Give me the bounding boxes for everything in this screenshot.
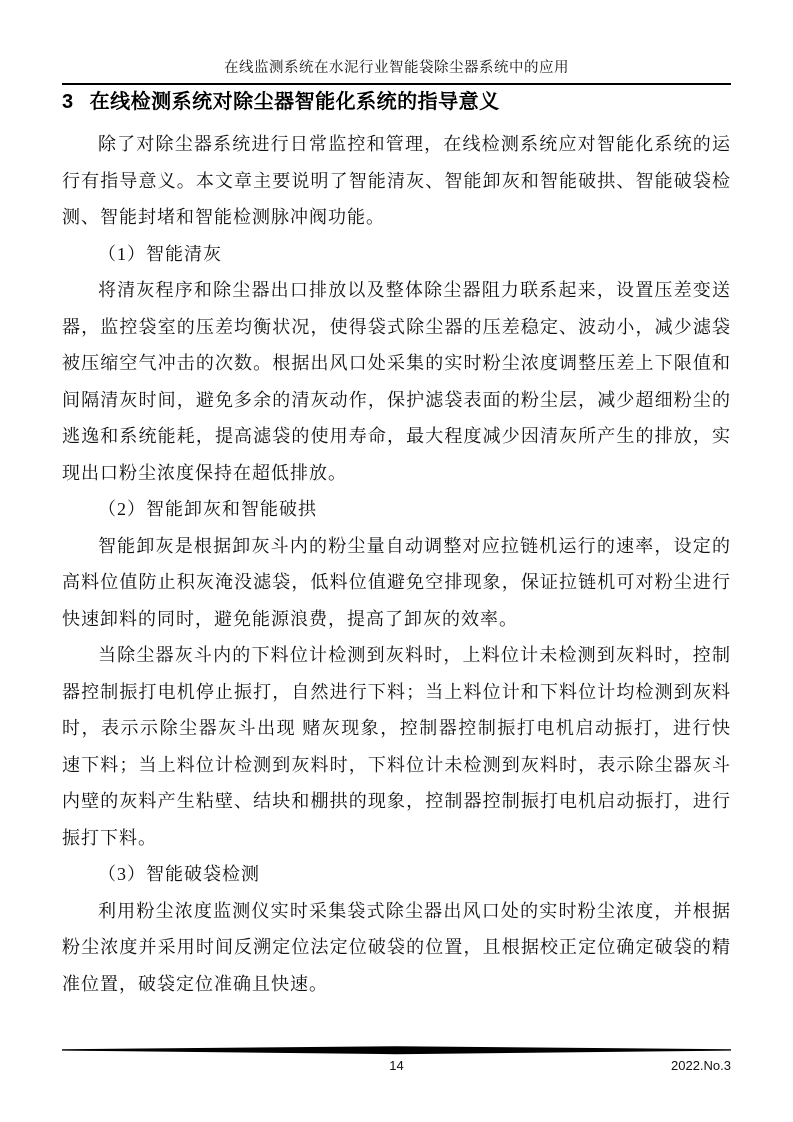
footer-row [62,1057,731,1075]
body-paragraph: 当除尘器灰斗内的下料位计检测到灰料时，上料位计未检测到灰料时，控制器控制振打电机停止振打，自然进行下料；当上料位计和下料位计均检测到灰料时，表示示除尘器灰斗出现 赌灰现象，控制器控制振打电机启动振打，进行快速下料；当上料位计检测到灰料时，下料位计未检测到灰料时，表示除尘器灰斗内壁的灰料产生粘壁、结块和棚拱的现象，控制器控制振打电机启动振打，进行振打下料。 [62,645,731,848]
section-number: 3 [62,91,74,113]
page-header [0,0,793,85]
body-paragraph: 利用粉尘浓度监测仪实时采集袋式除尘器出风口处的实时粉尘浓度，并根据粉尘浓度并采用时间反溯定位法定位破袋的位置，且根据校正定位确定破袋的精准位置，破袋定位准确且快速。 [62,900,731,994]
page-number: 14 [389,1058,404,1073]
page-footer [62,1046,731,1075]
sub-heading: （2）智能卸灰和智能破拱 [98,499,317,519]
sub-heading: （3）智能破袋检测 [98,864,260,884]
running-title: 在线监测系统在水泥行业智能袋除尘器系统中的应用 [224,60,569,76]
body-paragraph: 将清灰程序和除尘器出口排放以及整体除尘器阻力联系起来，设置压差变送器，监控袋室的压差均衡状况，使得袋式除尘器的压差稳定、波动小，减少滤袋被压缩空气冲击的次数。根据出风口处采集的实时粉尘浓度调整压差上下限值和间隔清灰时间，避免多余的清灰动作，保护滤袋表面的粉尘层，减少超细粉尘的逃逸和系统能耗，提高滤袋的使用寿命，最大程度减少因清灰所产生的排放，实现出口粉尘浓度保持在超低排放。 [62,280,731,483]
sub-heading: （1）智能清灰 [98,243,222,264]
section-heading [62,89,731,116]
header-rule [62,83,731,85]
footer-rule [62,1046,731,1055]
issue-label: 2022.No.3 [671,1058,731,1073]
article-body [62,126,731,1002]
section-title: 在线检测系统对除尘器智能化系统的指导意义 [89,91,500,113]
body-paragraph: 智能卸灰是根据卸灰斗内的粉尘量自动调整对应拉链机运行的速率，设定的高料位值防止积灰淹没滤袋，低料位值避免空排现象，保证拉链机可对粉尘进行快速卸料的同时，避免能源浪费，提高了卸灰的效率。 [62,535,731,629]
body-paragraph: 除了对除尘器系统进行日常监控和管理，在线检测系统应对智能化系统的运行有指导意义。本文章主要说明了智能清灰、智能卸灰和智能破拱、智能破袋检测、智能封堵和智能检测脉冲阀功能。 [62,134,731,227]
